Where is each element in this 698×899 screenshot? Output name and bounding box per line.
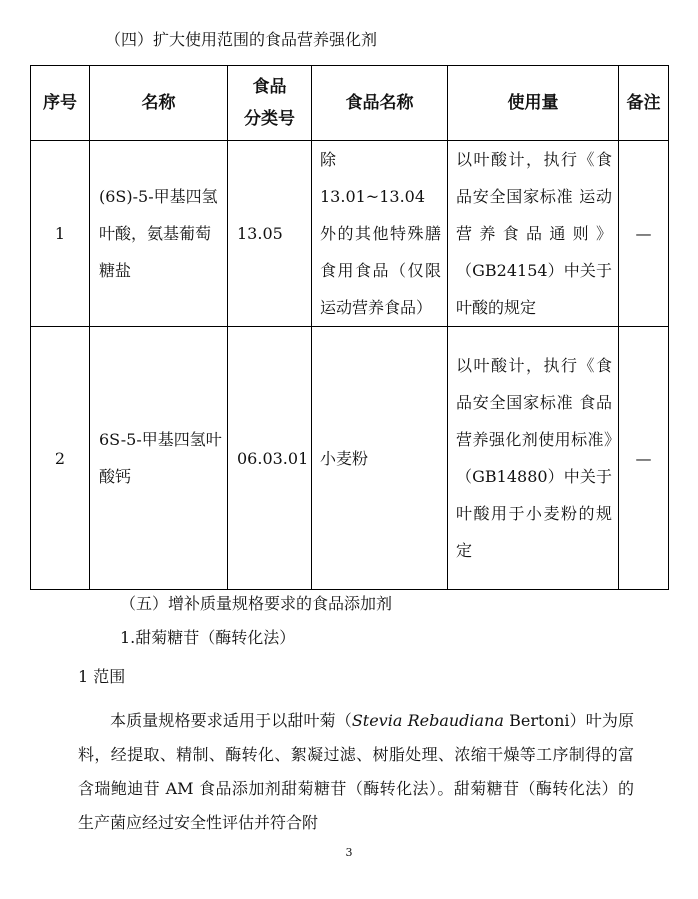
nutrition-fortifier-table [30,65,669,590]
header-usage: 使用量 [448,66,619,141]
section-heading-5: （五）增补质量规格要求的食品添加剂 [120,594,393,613]
cell-note: — [619,141,669,327]
cell-category: 13.05 [228,141,312,327]
cell-usage: 以叶酸计，执行《食品安全国家标准 运动营养食品通则》（GB24154）中关于叶酸的规定 [448,141,619,327]
paragraph-text-end: ）叶为原料，经提取、精制、酶转化、絮凝过滤、树脂处理、浓缩干燥等工序制得的富含瑞鲍迪苷 AM 食品添加剂甜菊糖苷（酶转化法）。甜菊糖苷（酶转化法）的生产菌应经过安全性评估并符合附 [78,711,634,832]
table-row [31,327,669,590]
cell-no: 1 [31,141,90,327]
cell-name: (6S)-5-甲基四氢叶酸，氨基葡萄糖盐 [90,141,228,327]
paragraph-text-start: 本质量规格要求适用于以甜叶菊（ [110,711,352,730]
cell-usage: 以叶酸计，执行《食品安全国家标准 食品营养强化剂使用标准》（GB14880）中关于叶酸用于小麦粉的规定 [448,327,619,590]
cell-food: 小麦粉 [312,327,448,590]
header-note: 备注 [619,66,669,141]
cell-name: 6S-5-甲基四氢叶酸钙 [90,327,228,590]
scope-paragraph [78,704,634,840]
page-number: 3 [345,846,353,859]
scope-heading: 1 范围 [78,667,126,686]
table-header-row [31,66,669,141]
cell-category: 06.03.01 [228,327,312,590]
cell-food: 除 13.01~13.04 外的其他特殊膳食用食品（仅限运动营养食品） [312,141,448,327]
cell-no: 2 [31,327,90,590]
header-name: 名称 [90,66,228,141]
header-category-line1: 食品 [252,77,287,97]
header-food: 食品名称 [312,66,448,141]
species-name: Stevia Rebaudiana [351,711,504,730]
cell-note: — [619,327,669,590]
subsection-heading: 1.甜菊糖苷（酶转化法） [120,628,296,647]
species-author: Bertoni [503,711,570,730]
header-category [228,66,312,141]
header-no: 序号 [31,66,90,141]
table-row [31,141,669,327]
header-category-line2: 分类号 [244,109,295,129]
section-heading-4: （四）扩大使用范围的食品营养强化剂 [105,30,378,49]
